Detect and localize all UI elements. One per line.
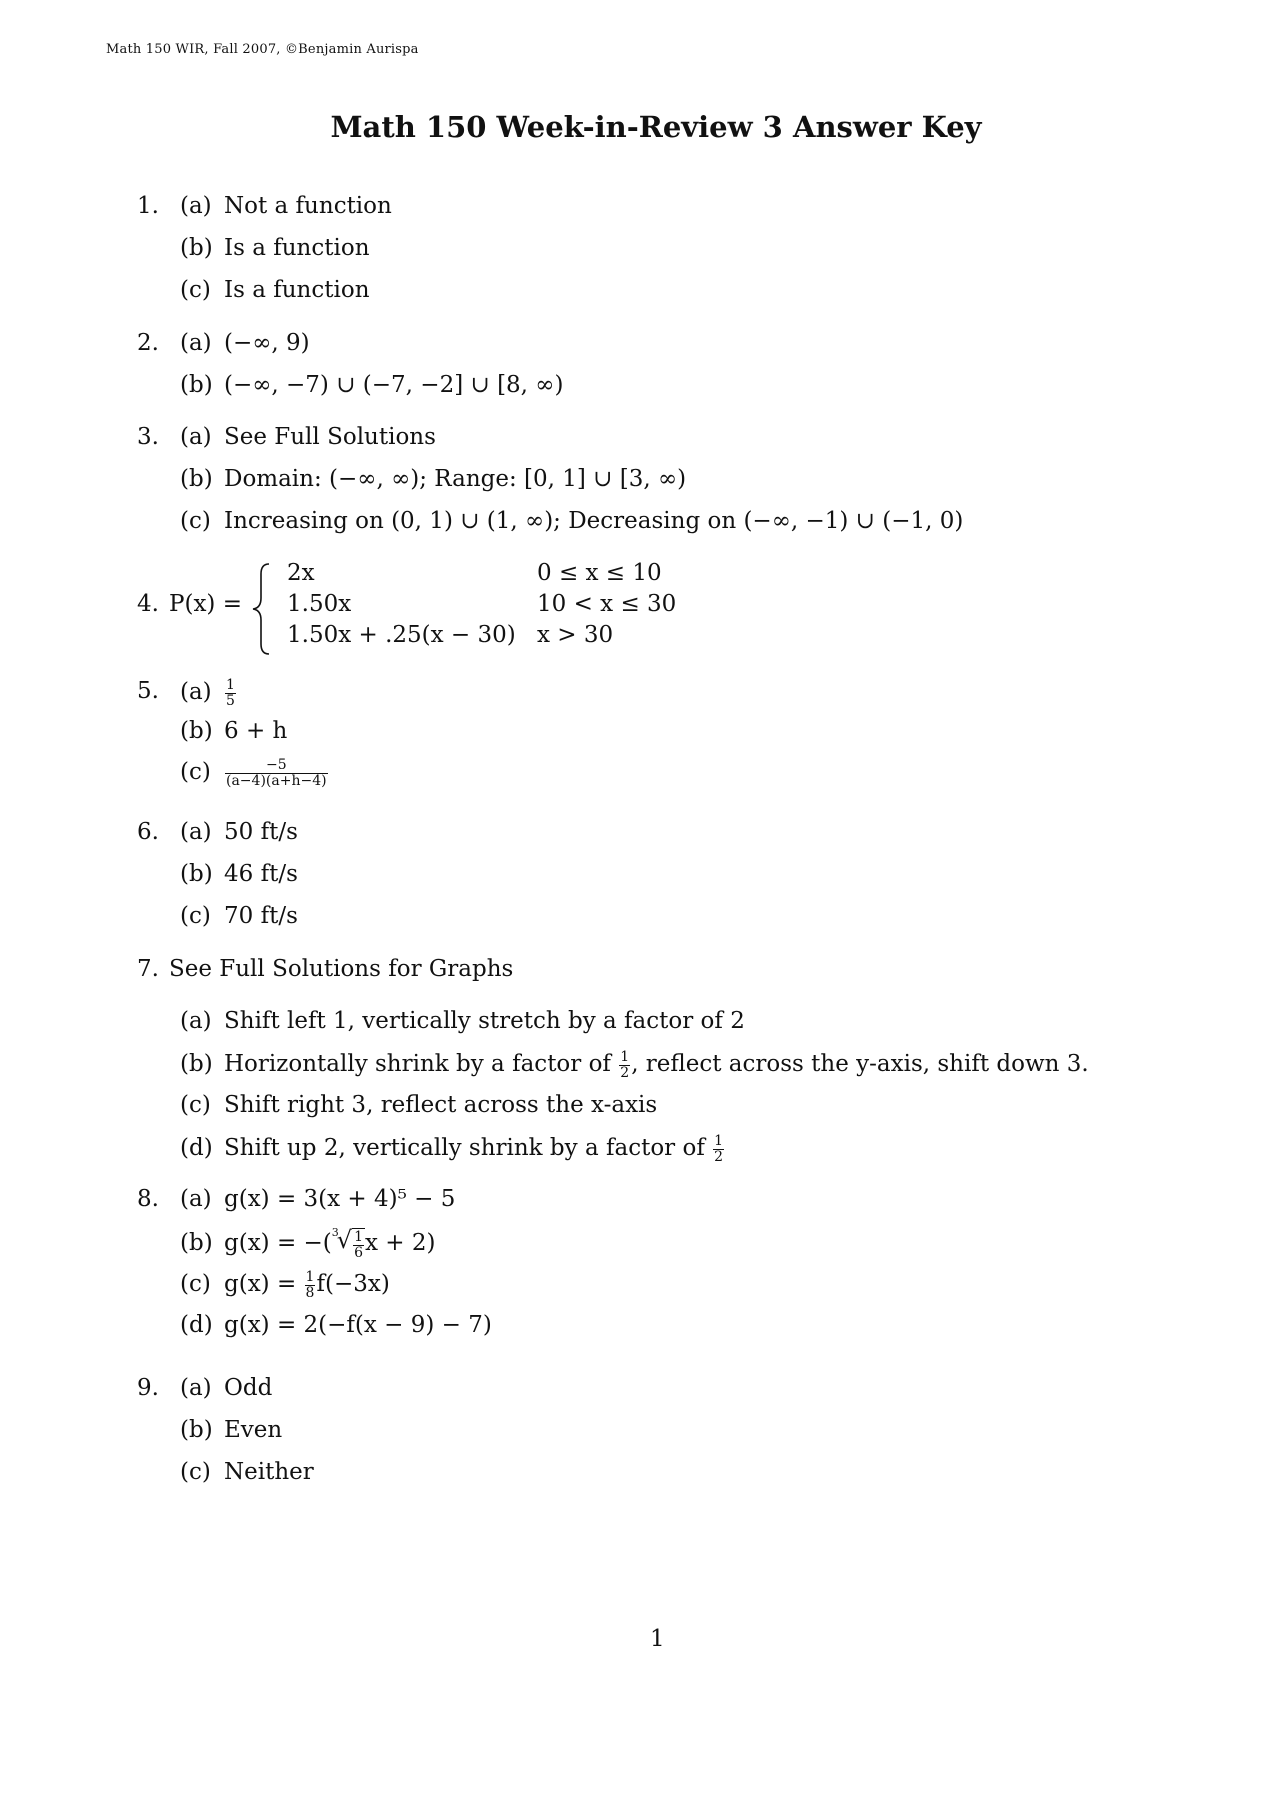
- part-c: [180, 1092, 657, 1118]
- answer-text: Even: [224, 1417, 283, 1443]
- part-label: (a): [180, 819, 212, 845]
- page-title: Math 150 Week-in-Review 3 Answer Key: [330, 110, 982, 144]
- problem-number: 7.: [137, 956, 159, 982]
- answer-text: 50 ft/s: [224, 819, 298, 845]
- answer-text: Domain: (−∞, ∞); Range: [0, 1] ∪ [3, ∞): [224, 466, 687, 492]
- part-label: (a): [180, 1008, 212, 1034]
- fraction: [353, 1230, 364, 1260]
- denominator: 6: [354, 1244, 363, 1261]
- answer-text: Horizontally shrink by a factor of: [224, 1051, 611, 1078]
- numerator: 1: [620, 1049, 630, 1065]
- left-brace: [249, 562, 273, 656]
- problem-number: 2.: [137, 330, 159, 356]
- numerator: 1: [305, 1269, 315, 1285]
- numerator: 1: [226, 677, 235, 693]
- part-d: [180, 1312, 492, 1338]
- part-label: (b): [180, 1051, 213, 1078]
- fraction: [713, 1134, 724, 1164]
- problem-number: 1.: [137, 193, 159, 219]
- answer-text: See Full Solutions: [224, 424, 436, 450]
- part-label: (b): [180, 235, 213, 261]
- part-label: (c): [180, 759, 211, 786]
- part-label: (b): [180, 1417, 213, 1443]
- part-b: [180, 1417, 282, 1443]
- part-b: [180, 466, 686, 492]
- answer-text: Neither: [224, 1459, 314, 1485]
- problem-number: 8.: [137, 1186, 159, 1212]
- radicand: [352, 1228, 365, 1260]
- part-b: [180, 1050, 1089, 1080]
- numerator: 1: [354, 1229, 363, 1245]
- running-header: Math 150 WIR, Fall 2007, ©Benjamin Aurispa: [106, 42, 419, 57]
- part-label: (b): [180, 861, 213, 887]
- part-c: [180, 277, 370, 303]
- denominator: 5: [226, 692, 235, 709]
- part-c: [180, 1270, 390, 1300]
- part-c: [180, 1459, 314, 1485]
- fraction: [225, 678, 236, 708]
- part-c: [180, 508, 963, 534]
- denominator: 2: [620, 1064, 630, 1081]
- answer-text: Shift up 2, vertically shrink by a factor of: [224, 1135, 705, 1162]
- cube-root: [332, 1228, 365, 1260]
- piecewise-condition: x > 30: [537, 622, 614, 648]
- problem-number: 4.: [137, 591, 159, 617]
- answer-text: (−∞, 9): [224, 330, 310, 356]
- answer-text: g(x) = −(: [224, 1230, 332, 1257]
- piecewise-expression: 2x: [287, 560, 315, 586]
- piecewise-condition: 0 ≤ x ≤ 10: [537, 560, 662, 586]
- part-label: (b): [180, 466, 213, 492]
- part-c: [180, 758, 329, 788]
- fraction: [619, 1050, 630, 1080]
- piecewise-condition: 10 < x ≤ 30: [537, 591, 677, 617]
- part-label: (a): [180, 330, 212, 356]
- part-label: (a): [180, 193, 212, 219]
- answer-text: x + 2: [365, 1230, 427, 1257]
- part-label: (d): [180, 1135, 213, 1162]
- part-label: (a): [180, 424, 212, 450]
- answer-text: Is a function: [224, 235, 370, 261]
- denominator: 8: [305, 1284, 315, 1301]
- answer-text: g(x) = 2(−f(x − 9) − 7): [224, 1312, 492, 1338]
- piecewise-expression: 1.50x: [287, 591, 352, 617]
- part-label: (b): [180, 1230, 213, 1257]
- part-label: (a): [180, 1186, 212, 1212]
- page-number: 1: [650, 1626, 665, 1652]
- answer-text: g(x) =: [224, 1271, 297, 1298]
- fraction: [305, 1270, 316, 1300]
- part-label: (d): [180, 1312, 213, 1338]
- answer-text: , reflect across the y-axis, shift down 3.: [631, 1051, 1089, 1078]
- answer-text: Not a function: [224, 193, 392, 219]
- part-label: (c): [180, 277, 211, 303]
- part-label: (c): [180, 1459, 211, 1485]
- piecewise-expression: 1.50x + .25(x − 30): [287, 622, 516, 648]
- answer-text: Odd: [224, 1375, 273, 1401]
- part-c: [180, 903, 298, 929]
- part-b: [180, 235, 370, 261]
- problem-number: 5.: [137, 678, 159, 704]
- part-a: [180, 1008, 745, 1034]
- answer-text: 6 + h: [224, 718, 288, 744]
- radical-sign: √: [336, 1226, 353, 1254]
- numerator: −5: [265, 757, 287, 773]
- part-label: (b): [180, 372, 213, 398]
- part-d: [180, 1134, 725, 1164]
- problem-number: 6.: [137, 819, 159, 845]
- part-a: [180, 819, 298, 845]
- part-a: [180, 1375, 272, 1401]
- part-label: (c): [180, 1092, 211, 1118]
- problem-number: 9.: [137, 1375, 159, 1401]
- answer-text: (−∞, −7) ∪ (−7, −2] ∪ [8, ∞): [224, 372, 564, 398]
- part-a: [180, 330, 310, 356]
- part-b: [180, 1228, 435, 1260]
- part-label: (a): [180, 679, 212, 706]
- part-label: (a): [180, 1375, 212, 1401]
- answer-text: Shift right 3, reflect across the x-axis: [224, 1092, 658, 1118]
- root-index: 3: [331, 1226, 339, 1239]
- answer-text: 70 ft/s: [224, 903, 298, 929]
- numerator: 1: [714, 1133, 724, 1149]
- answer-text: Is a function: [224, 277, 370, 303]
- part-b: [180, 718, 287, 744]
- denominator: 2: [714, 1148, 724, 1165]
- part-label: (c): [180, 1271, 211, 1298]
- problem-number: 3.: [137, 424, 159, 450]
- part-a: [180, 424, 436, 450]
- answer-text: 46 ft/s: [224, 861, 298, 887]
- part-b: [180, 372, 563, 398]
- answer-text: Increasing on (0, 1) ∪ (1, ∞); Decreasing on (−∞, −1) ∪ (−1, 0): [224, 508, 964, 534]
- answer-text: ): [426, 1230, 436, 1257]
- fraction: [225, 758, 328, 788]
- answer-text: g(x) = 3(x + 4)⁵ − 5: [224, 1186, 456, 1212]
- answer-text: f(−3x): [316, 1271, 390, 1298]
- answer-text: Shift left 1, vertically stretch by a factor of 2: [224, 1008, 745, 1034]
- part-b: [180, 861, 298, 887]
- part-label: (c): [180, 508, 211, 534]
- part-a: [180, 678, 237, 708]
- part-label: (b): [180, 718, 213, 744]
- piecewise-label: P(x) =: [169, 591, 242, 617]
- part-label: (c): [180, 903, 211, 929]
- problem-statement: See Full Solutions for Graphs: [169, 956, 514, 982]
- part-a: [180, 193, 392, 219]
- denominator: (a−4)(a+h−4): [226, 772, 327, 789]
- part-a: [180, 1186, 455, 1212]
